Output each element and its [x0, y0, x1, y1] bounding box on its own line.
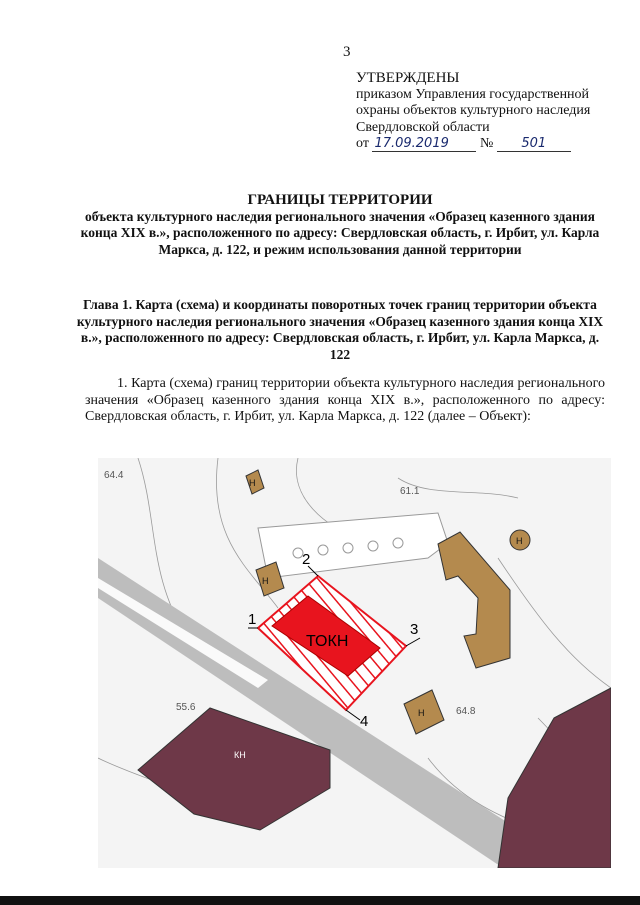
label-kn: КН: [234, 750, 246, 760]
number-value: 501: [497, 137, 571, 152]
approval-line-3: Свердловской области: [356, 119, 490, 135]
object-label: ТОКН: [306, 633, 349, 650]
title-subtitle: объекта культурного наследия регионального значения «Образец казенного здания конца XIX в.», расположенного по адресу: Свердловская область, г. Ирбит, ул. Карла Маркса, д. 122, и режим использования данной территории: [80, 208, 600, 257]
label-h-1: Н: [249, 478, 256, 488]
point-2-label: 2: [302, 551, 311, 568]
point-1-label: 1: [248, 611, 257, 628]
date-value: 17.09.2019: [372, 137, 476, 152]
approval-heading: УТВЕРЖДЕНЫ: [356, 70, 460, 86]
elevation-1: 64.4: [104, 470, 124, 481]
paragraph-1: 1. Карта (схема) границ территории объекта культурного наследия регионального значения «Образец казенного здания конца XIX в.», расположенного по адресу: Свердловская область, г. Ирбит, ул. Карла Маркса, д. 122 (далее – Объект):: [85, 376, 605, 424]
title-main: ГРАНИЦЫ ТЕРРИТОРИИ: [247, 192, 433, 208]
approval-block: [356, 70, 626, 153]
elevation-3: 55.6: [176, 702, 196, 713]
page-number: 3: [343, 44, 351, 60]
point-3-label: 3: [410, 621, 419, 638]
approval-date-line: [356, 136, 626, 153]
scan-edge: [0, 896, 640, 905]
approval-line-1: приказом Управления государственной: [356, 86, 590, 102]
document-title: [70, 192, 610, 258]
boundary-map: [98, 458, 611, 868]
label-h-marker: Н: [516, 536, 523, 546]
elevation-2: 61.1: [400, 486, 420, 497]
number-prefix: №: [479, 136, 494, 151]
chapter-heading: Глава 1. Карта (схема) и координаты поворотных точек границ территории объекта культурного наследия регионального значения «Образец казенного здания конца XIX в.», расположенного по адресу: Свердловская область, г. Ирбит, ул. Карла Маркса, д. 122: [76, 297, 604, 362]
date-prefix: от: [356, 136, 369, 151]
elevation-4: 64.8: [456, 706, 476, 717]
label-h-3: Н: [418, 708, 425, 718]
label-h-2: Н: [262, 576, 269, 586]
point-4-label: 4: [360, 713, 369, 730]
approval-line-2: охраны объектов культурного наследия: [356, 103, 591, 118]
